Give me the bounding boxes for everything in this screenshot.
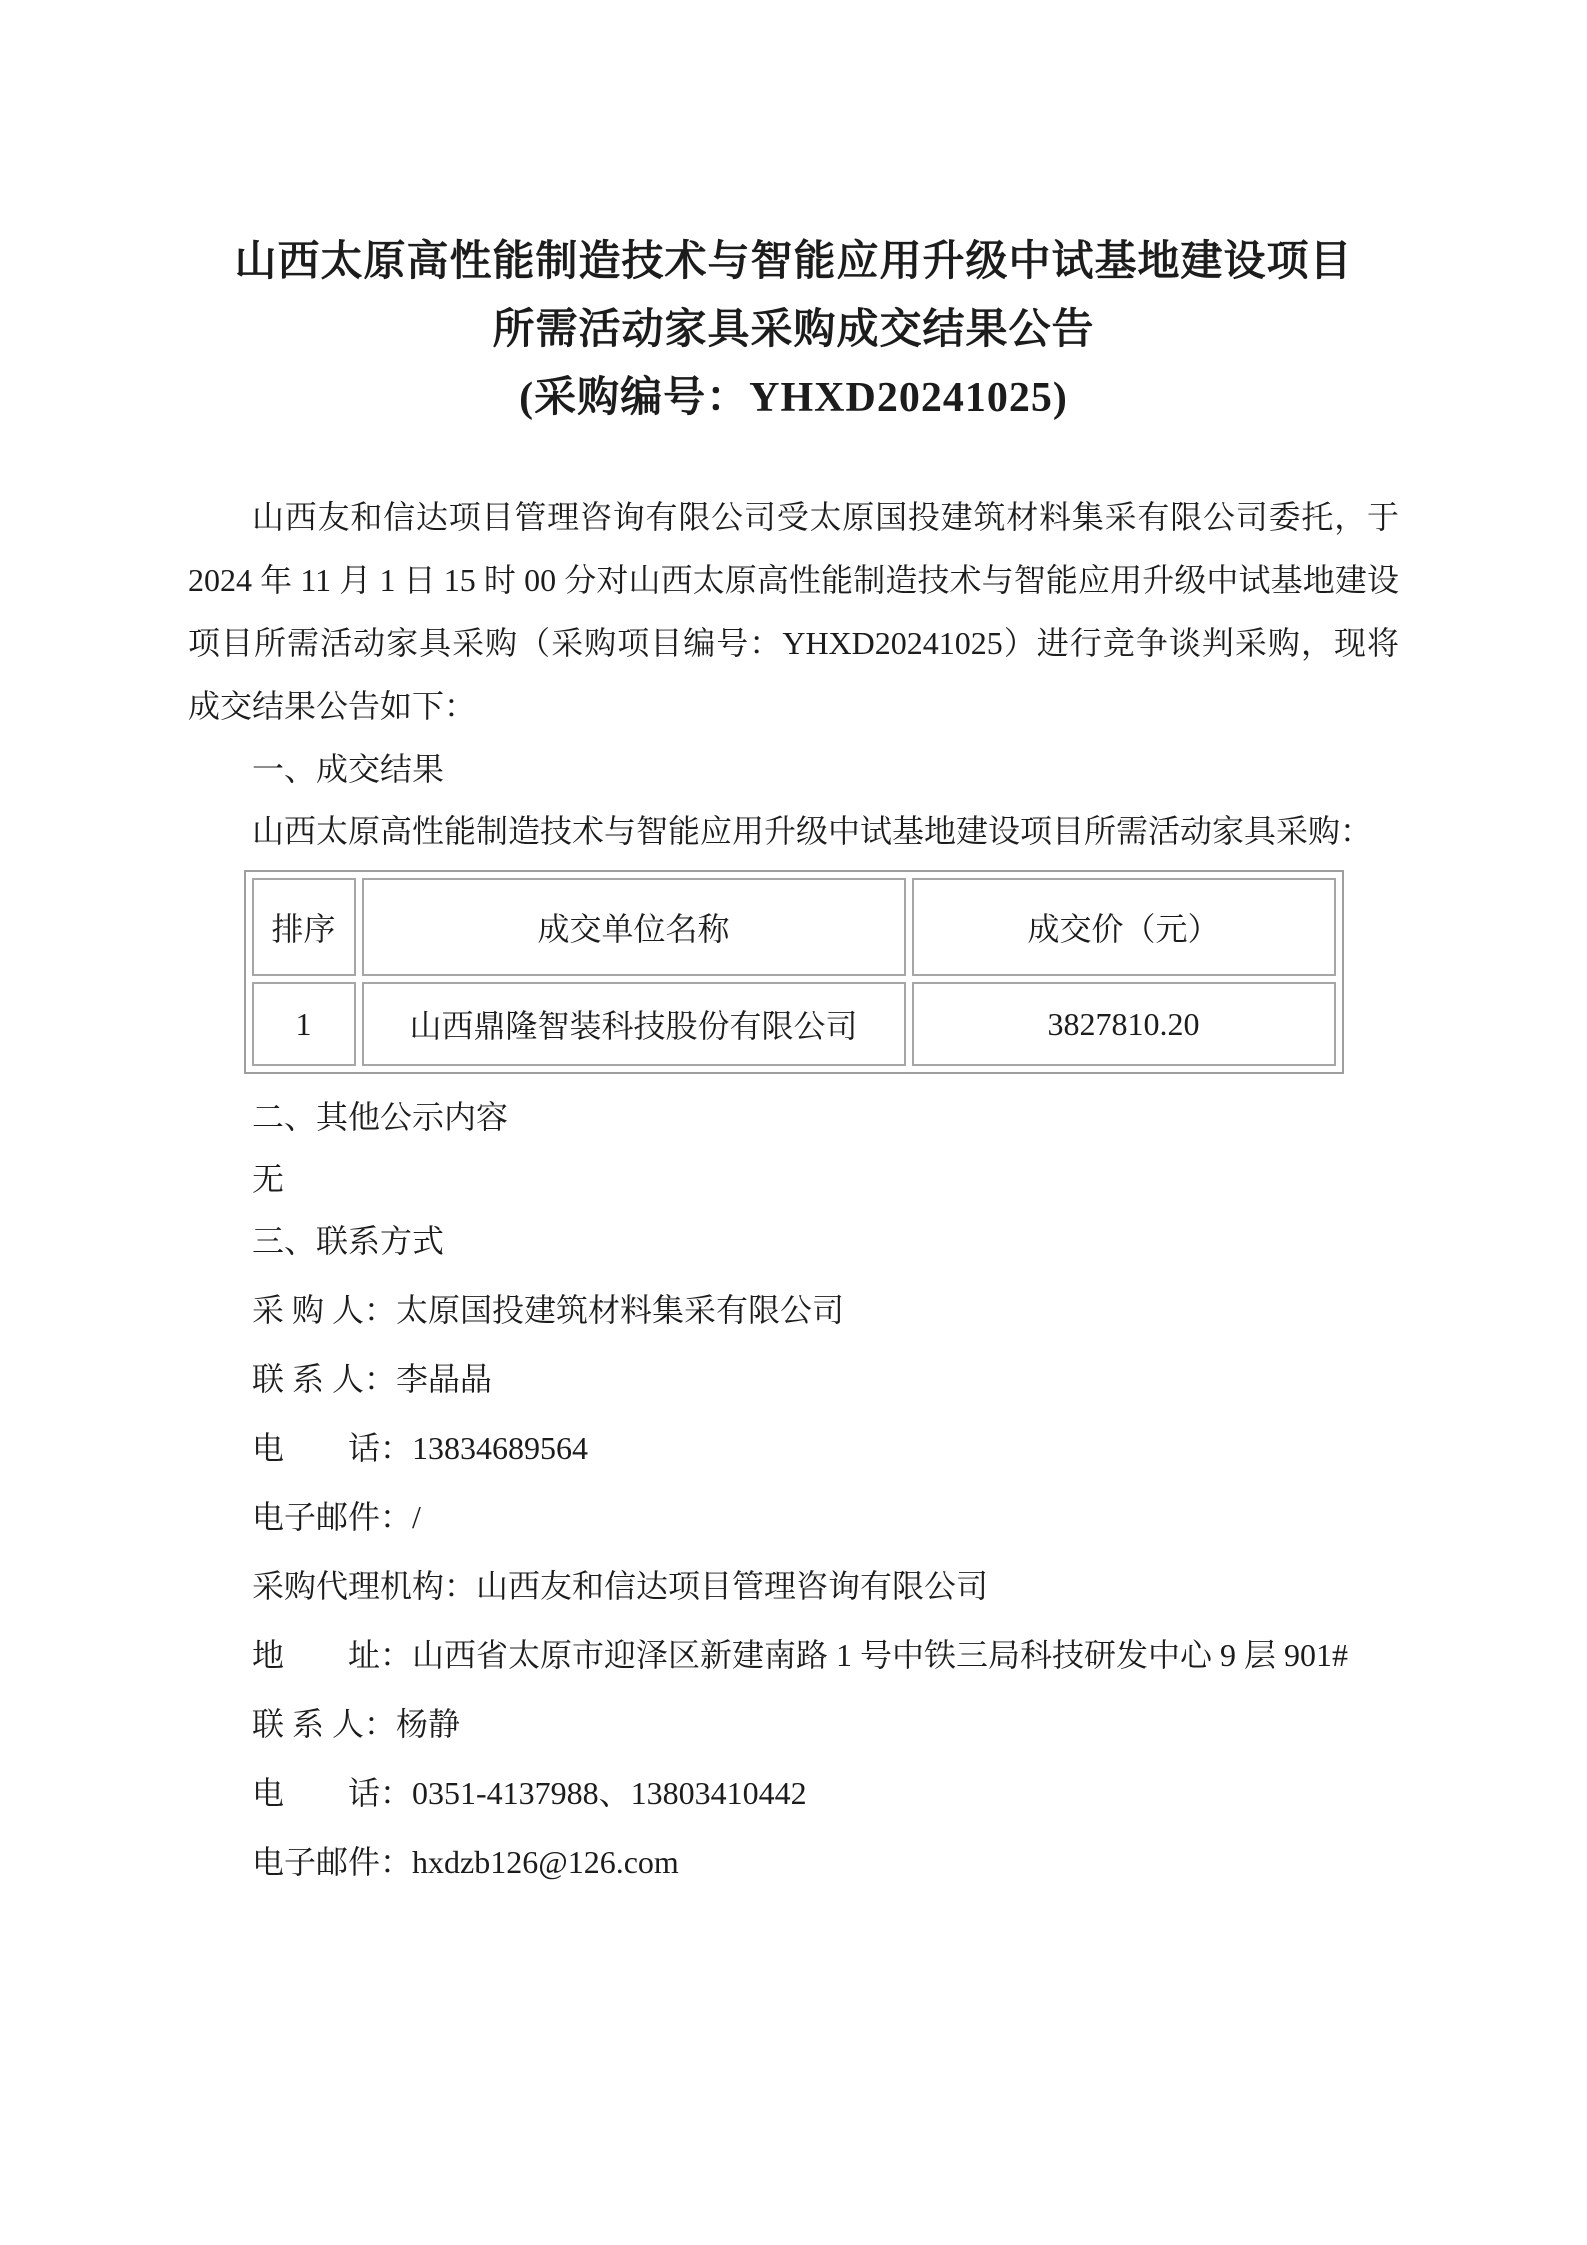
contact-line-agency-phone [188,1759,1399,1828]
title-line-2: 所需活动家具采购成交结果公告 [492,307,1095,353]
contact-line-agency-contact [188,1690,1399,1759]
result-table-header-row [252,878,1336,976]
contact-line-buyer-email [188,1483,1399,1552]
contact-label: 采 购 人： [252,1292,397,1328]
contact-value: 山西省太原市迎泽区新建南路 1 号中铁三局科技研发中心 9 层 901# [412,1637,1349,1673]
contact-label: 电子邮件： [252,1844,413,1880]
header-price: 成交价（元） [912,878,1336,976]
contact-line-buyer [188,1276,1399,1345]
section3-heading: 三、联系方式 [252,1223,445,1259]
section2-content: 无 [252,1161,285,1197]
contact-label: 地 址： [252,1637,413,1673]
result-table-data-row [252,982,1336,1066]
title-line-3: (采购编号：YHXD20241025) [519,375,1068,421]
contact-list [188,1276,1399,1897]
contact-label: 电 话： [252,1775,413,1811]
cell-supplier: 山西鼎隆智装科技股份有限公司 [362,982,906,1066]
cell-rank: 1 [252,982,356,1066]
section1-lead: 山西太原高性能制造技术与智能应用升级中试基地建设项目所需活动家具采购： [252,813,1373,849]
contact-value: 0351-4137988、13803410442 [412,1775,807,1811]
contact-value: 太原国投建筑材料集采有限公司 [396,1292,845,1328]
cell-price: 3827810.20 [912,982,1336,1066]
contact-value: / [412,1499,421,1535]
contact-label: 电子邮件： [252,1499,413,1535]
header-rank: 排序 [252,878,356,976]
contact-line-agency-address [188,1621,1399,1690]
contact-label: 联 系 人： [252,1361,397,1397]
contact-value: 13834689564 [412,1430,589,1466]
section2-heading: 二、其他公示内容 [252,1099,509,1135]
contact-line-agency-email [188,1828,1399,1897]
contact-value: 李晶晶 [396,1361,493,1397]
section1-heading: 一、成交结果 [252,751,445,787]
title-line-1: 山西太原高性能制造技术与智能应用升级中试基地建设项目 [234,239,1353,285]
contact-label: 采购代理机构： [252,1568,477,1604]
contact-value: hxdzb126@126.com [412,1844,679,1880]
header-supplier: 成交单位名称 [362,878,906,976]
contact-label: 电 话： [252,1430,413,1466]
result-table [244,870,1344,1074]
contact-line-buyer-phone [188,1414,1399,1483]
contact-value: 山西友和信达项目管理咨询有限公司 [476,1568,989,1604]
document-title [188,228,1399,432]
contact-value: 杨静 [396,1706,461,1742]
intro-paragraph: 山西友和信达项目管理咨询有限公司受太原国投建筑材料集采有限公司委托，于 2024 年 11 月 1 日 15 时 00 分对山西太原高性能制造技术与智能应用升级中试基地建设项目所需活动家具采购（采购项目编号：YHXD20241025）进行竞争谈判采购，现将成交结果公告如下： [188,499,1399,724]
contact-line-buyer-contact [188,1345,1399,1414]
contact-label: 联 系 人： [252,1706,397,1742]
contact-line-agency [188,1552,1399,1621]
